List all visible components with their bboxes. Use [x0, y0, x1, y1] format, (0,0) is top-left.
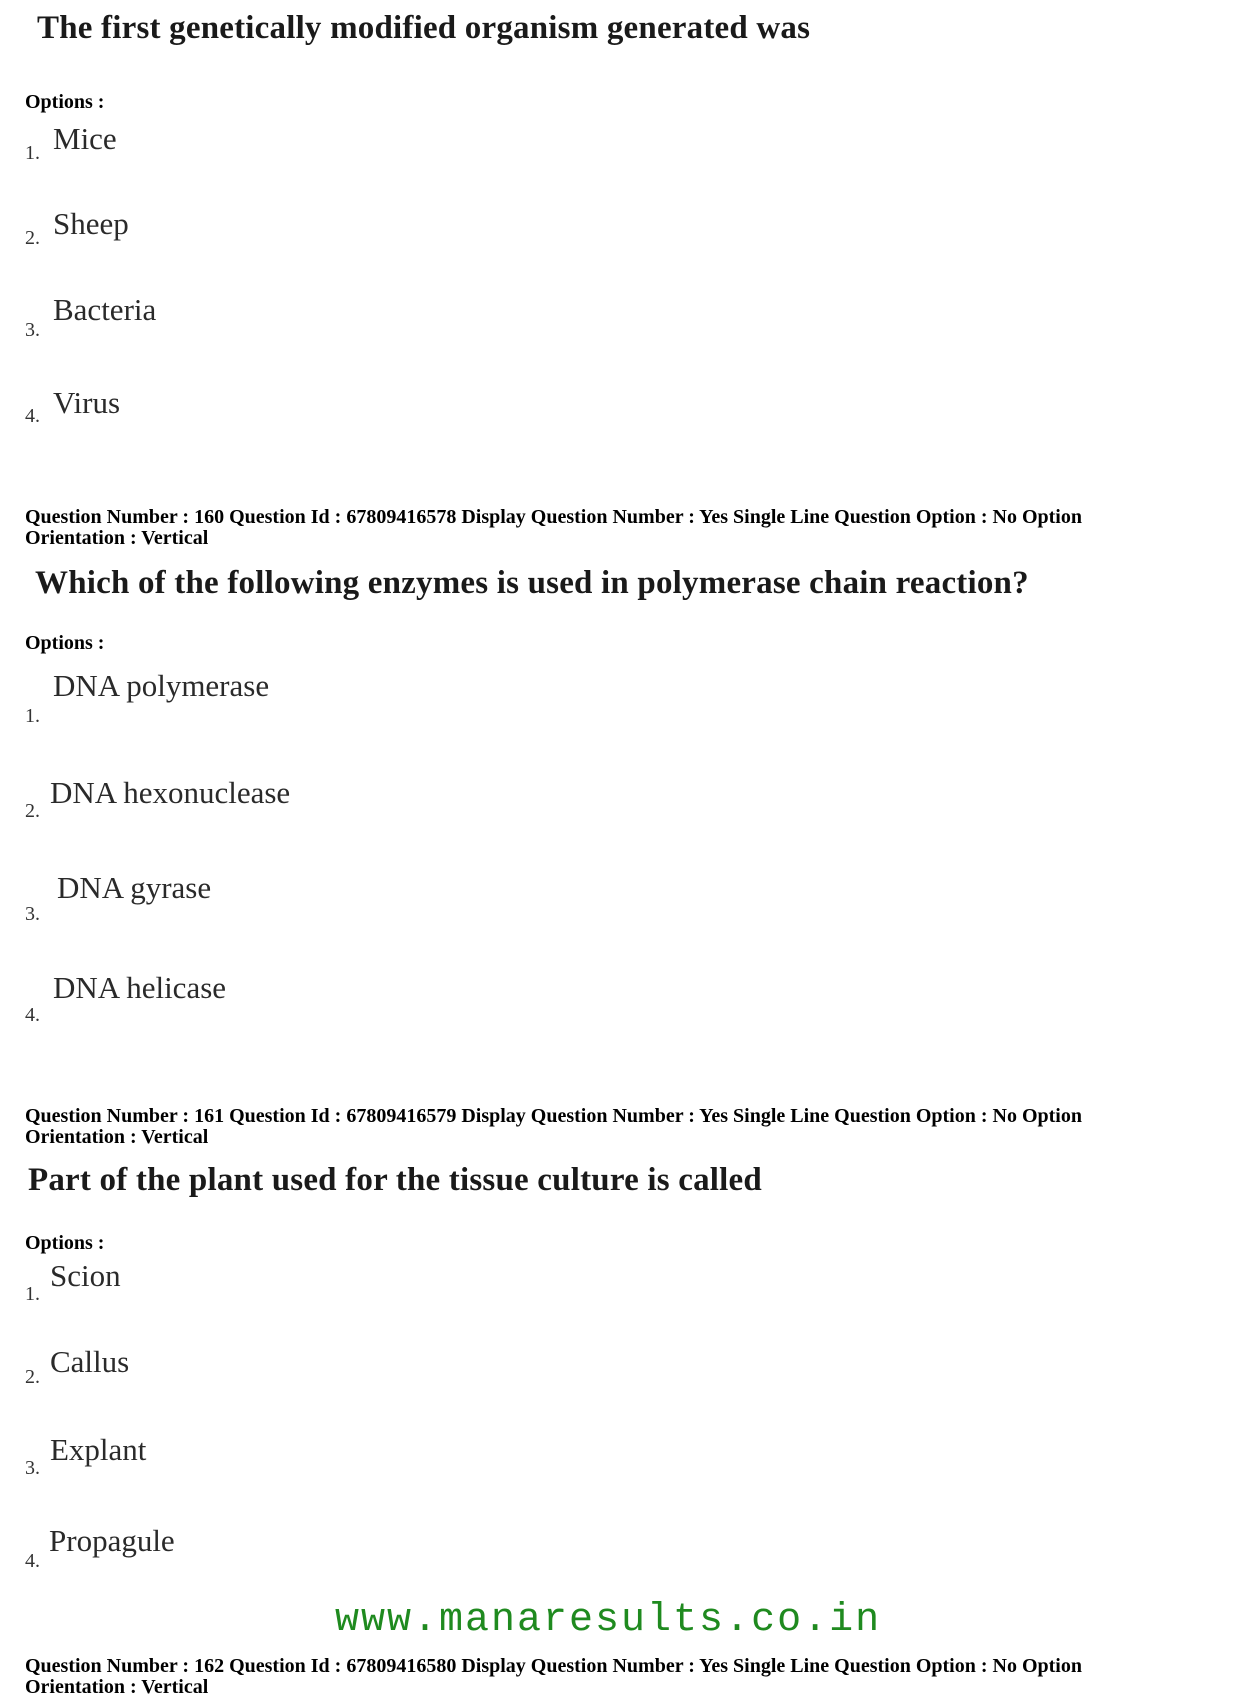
- option-number: 3.: [25, 903, 40, 925]
- options-label: Options :: [25, 632, 105, 654]
- option-text: Sheep: [53, 206, 129, 241]
- question-meta-line: Orientation : Vertical: [25, 1676, 209, 1698]
- question-meta-line: Question Number : 161 Question Id : 67809416579 Display Question Number : Yes Single Line Question Option : No Option: [25, 1105, 1082, 1127]
- option-text: DNA polymerase: [53, 668, 270, 703]
- option-text: Explant: [50, 1432, 147, 1467]
- question-meta: [25, 507, 1205, 549]
- question-meta: [25, 1656, 1205, 1698]
- option-number: 1.: [25, 1283, 40, 1305]
- option-number: 1.: [25, 705, 40, 727]
- option-text: Mice: [53, 121, 117, 156]
- option-text: DNA gyrase: [57, 870, 212, 905]
- question-meta-line: Orientation : Vertical: [25, 527, 209, 549]
- option-text: Scion: [50, 1258, 121, 1293]
- option-text: Propagule: [49, 1523, 175, 1558]
- options-label: Options :: [25, 91, 105, 113]
- question-text: The first genetically modified organism generated was: [37, 10, 811, 46]
- question-meta-line: Question Number : 162 Question Id : 67809416580 Display Question Number : Yes Single Line Question Option : No Option: [25, 1655, 1082, 1677]
- question-text: Which of the following enzymes is used in polymerase chain reaction?: [35, 565, 1029, 601]
- option-number: 4.: [25, 405, 40, 427]
- question-meta-line: Orientation : Vertical: [25, 1126, 209, 1148]
- option-number: 2.: [25, 227, 40, 249]
- option-text: Callus: [50, 1344, 130, 1379]
- option-text: DNA helicase: [53, 970, 227, 1005]
- question-text: Part of the plant used for the tissue culture is called: [28, 1162, 762, 1198]
- option-number: 2.: [25, 1366, 40, 1388]
- question-meta: [25, 1106, 1205, 1148]
- option-text: Bacteria: [53, 292, 157, 327]
- option-number: 4.: [25, 1550, 40, 1572]
- watermark-text: www.manaresults.co.in: [335, 1598, 882, 1643]
- option-text: Virus: [53, 385, 121, 420]
- options-label: Options :: [25, 1232, 105, 1254]
- option-number: 3.: [25, 319, 40, 341]
- option-number: 2.: [25, 800, 40, 822]
- option-text: DNA hexonuclease: [50, 775, 291, 810]
- option-number: 4.: [25, 1004, 40, 1026]
- question-meta-line: Question Number : 160 Question Id : 67809416578 Display Question Number : Yes Single Line Question Option : No Option: [25, 506, 1082, 528]
- option-number: 1.: [25, 142, 40, 164]
- option-number: 3.: [25, 1457, 40, 1479]
